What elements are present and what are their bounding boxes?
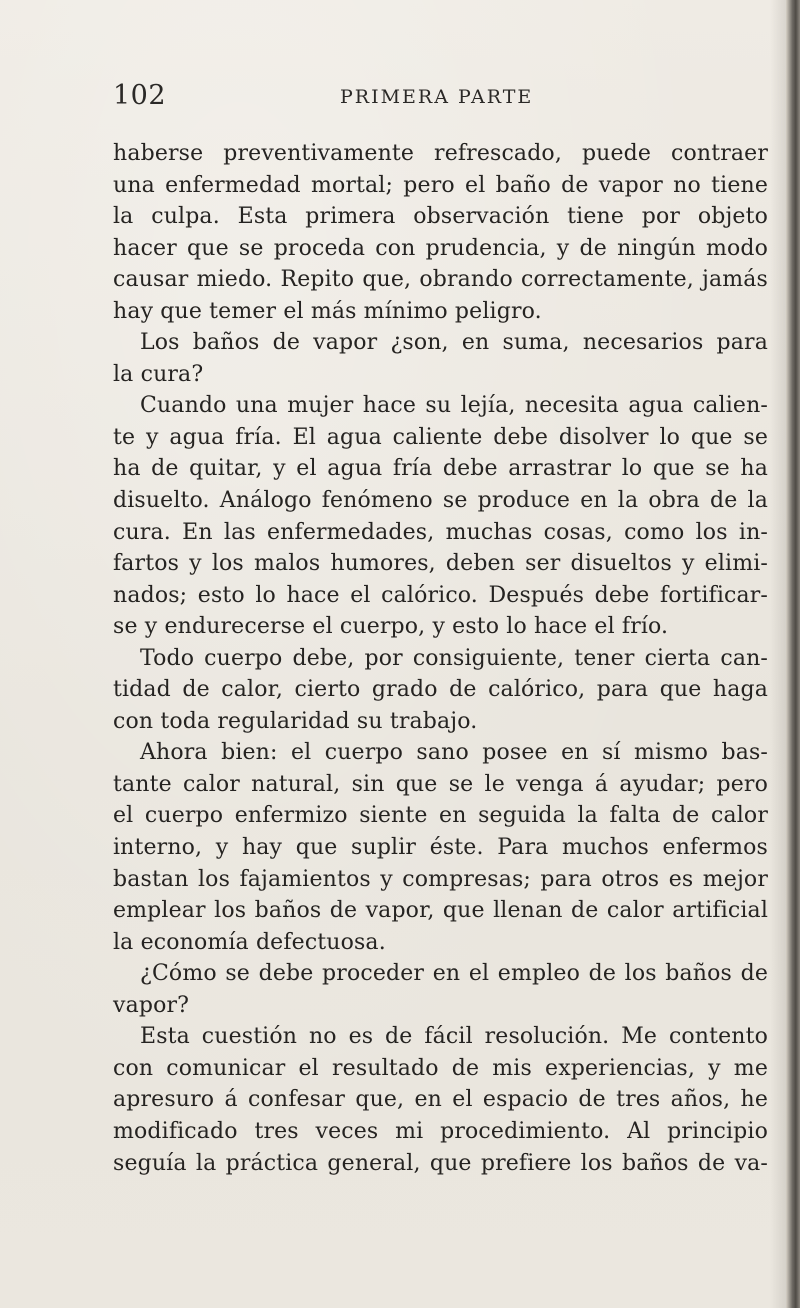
text-line: disuelto. Análogo fenómeno se produce en la obra de la	[113, 488, 768, 514]
page-number: 102	[113, 80, 167, 111]
text-line: tidad de calor, cierto grado de calórico, para que haga	[113, 677, 768, 703]
text-line: la cura?	[113, 361, 204, 387]
page-header	[113, 80, 713, 114]
text-line: causar miedo. Repito que, obrando correctamente, jamás	[113, 267, 768, 293]
text-line: con comunicar el resultado de mis experiencias, y me	[113, 1055, 768, 1081]
text-line: vapor?	[113, 992, 190, 1018]
text-line: bastan los fajamientos y compresas; para otros es mejor	[113, 866, 768, 892]
text-line: ¿Cómo se debe proceder en el empleo de los baños de	[140, 961, 768, 987]
text-line: cura. En las enfermedades, muchas cosas, como los in-	[113, 519, 768, 545]
text-line: apresuro á confesar que, en el espacio de tres años, he	[113, 1087, 768, 1113]
text-line: Los baños de vapor ¿son, en suma, necesarios para	[140, 330, 768, 356]
text-line: hacer que se proceda con prudencia, y de ningún modo	[113, 235, 768, 261]
text-line: la economía defectuosa.	[113, 929, 386, 955]
text-line: modificado tres veces mi procedimiento. Al principio	[113, 1118, 768, 1144]
text-line: hay que temer el más mínimo peligro.	[113, 298, 542, 324]
binding-shadow	[770, 0, 786, 1308]
text-line: te y agua fría. El agua caliente debe disolver lo que se	[113, 424, 768, 450]
text-line: interno, y hay que suplir éste. Para muchos enfermos	[113, 835, 768, 861]
text-line: Todo cuerpo debe, por consiguiente, tener cierta can-	[140, 645, 768, 671]
text-line: seguía la práctica general, que prefiere los baños de va-	[113, 1150, 768, 1176]
text-line: con toda regularidad su trabajo.	[113, 708, 478, 734]
text-line: fartos y los malos humores, deben ser disueltos y elimi-	[113, 551, 768, 577]
body-text	[113, 138, 768, 1179]
text-line: se y endurecerse el cuerpo, y esto lo hace el frío.	[113, 614, 669, 640]
text-line: Ahora bien: el cuerpo sano posee en sí mismo bas-	[140, 740, 768, 766]
text-line: emplear los baños de vapor, que llenan de calor artificial	[113, 898, 768, 924]
text-line: la culpa. Esta primera observación tiene por objeto	[113, 204, 768, 230]
text-line: nados; esto lo hace el calórico. Después debe fortificar-	[113, 582, 768, 608]
book-binding-edge	[786, 0, 800, 1308]
text-line: el cuerpo enfermizo siente en seguida la falta de calor	[113, 803, 768, 829]
text-line: una enfermedad mortal; pero el baño de vapor no tiene	[113, 172, 768, 198]
text-line: tante calor natural, sin que se le venga á ayudar; pero	[113, 771, 768, 797]
text-line: Cuando una mujer hace su lejía, necesita agua calien-	[140, 393, 768, 419]
running-head: PRIMERA PARTE	[340, 86, 534, 108]
text-line: ha de quitar, y el agua fría debe arrastrar lo que se ha	[113, 456, 768, 482]
text-line: Esta cuestión no es de fácil resolución. Me contento	[140, 1024, 768, 1050]
text-line: haberse preventivamente refrescado, puede contraer	[113, 141, 768, 166]
